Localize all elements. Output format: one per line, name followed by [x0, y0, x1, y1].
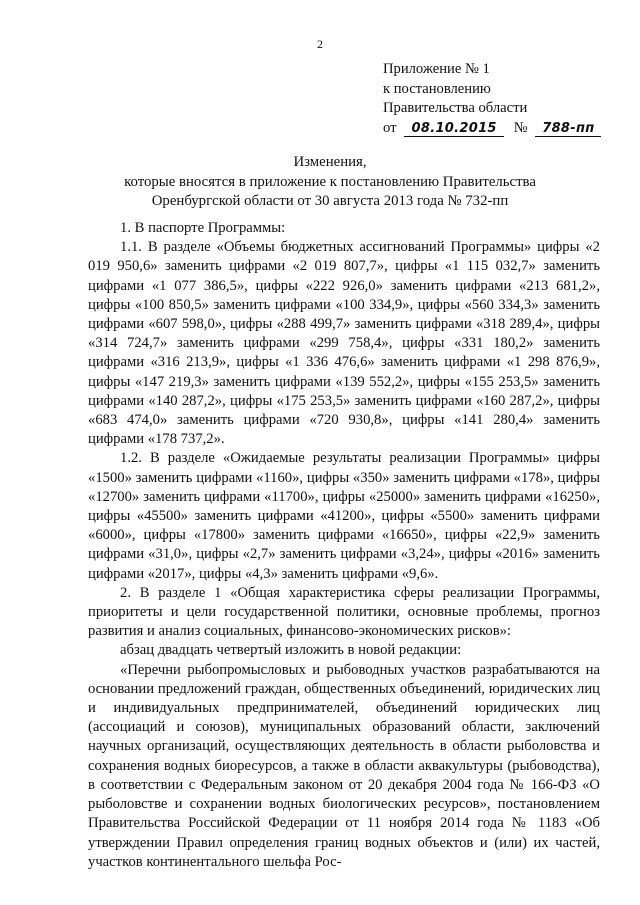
appendix-line-resolution: к постановлению [383, 80, 491, 97]
handwritten-number: 788-пп [535, 121, 601, 137]
heading-subtitle-line2: Оренбургской области от 30 августа 2013 года № 732-пп [151, 193, 509, 209]
paragraph-passport: 1. В паспорте Программы: [120, 220, 286, 236]
document-heading [100, 153, 560, 212]
paragraph-new-edition: абзац двадцать четвертый изложить в новой редакции: [120, 642, 462, 659]
paragraph-quote: «Перечни рыбопромысловых и рыбоводных участков разрабатываются на основании предложений граждан, общественных объединений, юридических лиц и индивидуальных предпринимателей, объединений юридических лиц (ассоциаций и союзов), муниципальных образований области, заключений научных организаций, осуществляющих деятельность в области рыболовства и сохранения водных биоресурсов, а также в области аквакультуры (рыбоводства), в соответствии с Федеральным законом от 20 декабря 2004 года № 166-ФЗ «О рыболовстве и сохранении водных биологических ресурсов», постановлением Правительства Российской Федерации от 11 ноября 2014 года № 1183 «Об утверждении Правил определения границ водных объектов и (или) их частей, участков континентального шельфа Рос- [88, 661, 600, 870]
document-body [88, 219, 600, 872]
paragraph-section-1: 2. В разделе 1 «Общая характеристика сферы реализации Программы, приоритеты и цели государственной политики, основные проблемы, прогноз развития и анализ социальных, финансово-экономических рисков»: [88, 584, 600, 640]
heading-subtitle-line1: которые вносятся в приложение к постановлению Правительства [124, 173, 536, 190]
handwritten-date: 08.10.2015 [404, 121, 504, 137]
paragraph-results: 1.2. В разделе «Ожидаемые результаты реализации Программы» цифры «1500» заменить цифрами «1160», цифры «350» заменить цифрами «178», цифры «12700» заменить цифрами «11700», цифры «25000» заменить цифрами «16250», цифры «45500» заменить цифрами «41200», цифры «5500» заменить цифрами «6000», цифры «17800» заменить цифрами «16650», цифры «22,9» заменить цифрами «31,0», цифры «2,7» заменить цифрами «3,24», цифры «2016» заменить цифрами «2017», цифры «4,3» заменить цифрами «9,6». [88, 450, 600, 582]
number-label: № [513, 119, 528, 136]
appendix-signature-line [383, 119, 598, 139]
appendix-line-government: Правительства области [383, 100, 528, 116]
from-label: от [383, 119, 397, 136]
appendix-block [383, 60, 598, 138]
heading-title: Изменения, [293, 154, 367, 170]
page-number: 2 [317, 37, 323, 51]
appendix-title: Приложение № 1 [383, 61, 490, 77]
paragraph-budget: 1.1. В разделе «Объемы бюджетных ассигнований Программы» цифры «2 019 950,6» заменить цифрами «2 019 807,7», цифры «1 115 032,7» заменить цифрами «1 077 386,5», цифры «222 926,0» заменить цифрами «213 681,2», цифры «100 850,5» заменить цифрами «100 334,9», цифры «560 334,3» заменить цифрами «607 598,0», цифры «288 499,7» заменить цифрами «318 289,4», цифры «314 724,7» заменить цифрами «299 758,4», цифры «331 180,2» заменить цифрами «316 213,9», цифры «1 336 476,6» заменить цифрами «1 298 876,9», цифры «147 219,3» заменить цифрами «139 552,2», цифры «155 253,5» заменить цифрами «140 287,2», цифры «175 253,5» заменить цифрами «160 287,2», цифры «683 474,0» заменить цифрами «720 930,8», цифры «141 280,4» заменить цифрами «178 737,2». [88, 239, 600, 448]
